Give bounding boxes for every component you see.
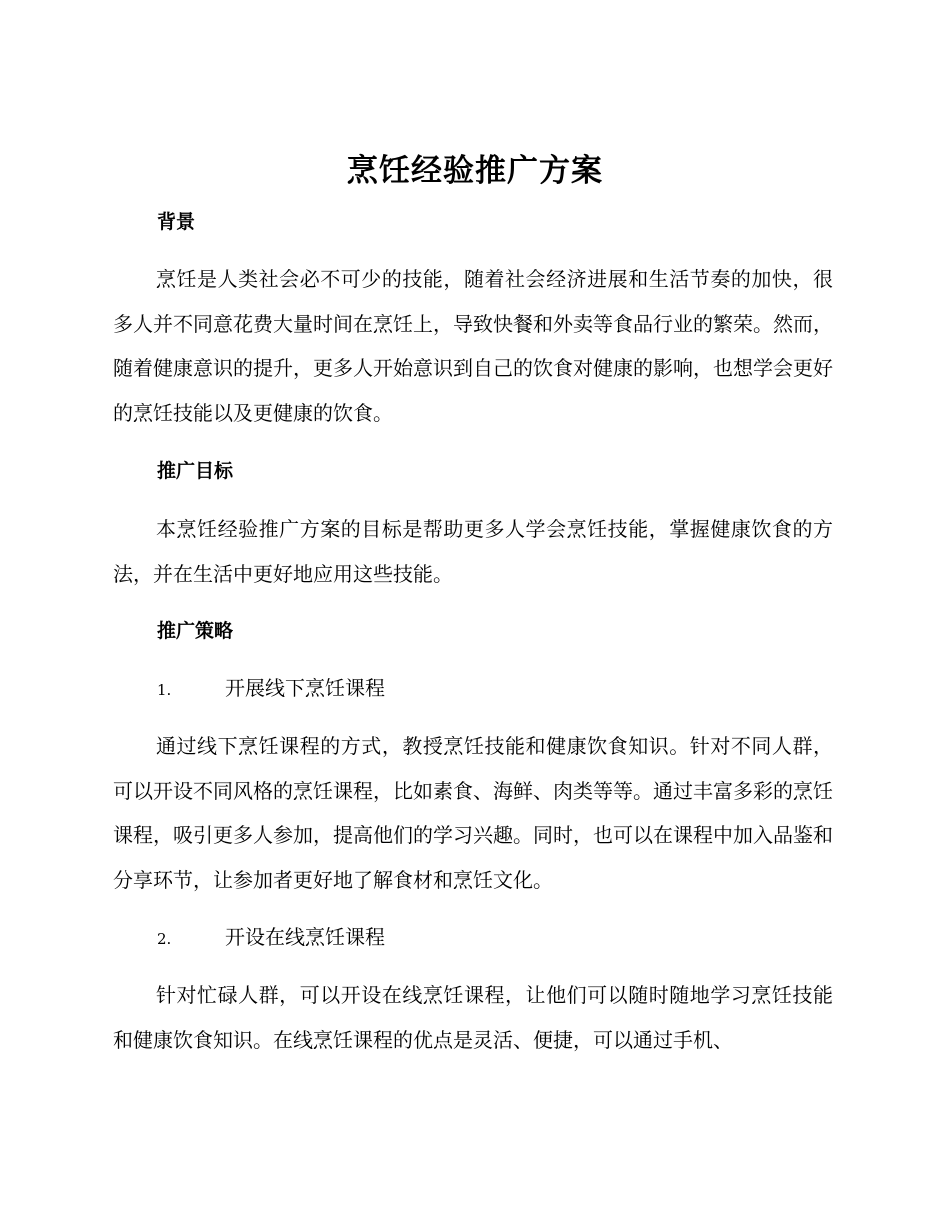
section-heading-strategy: 推广策略 (157, 620, 234, 642)
list-item-label: 开展线下烹饪课程 (225, 676, 385, 700)
online-course-paragraph: 针对忙碌人群，可以开设在线烹饪课程，让他们可以随时随地学习烹饪技能和健康饮食知识。在线烹饪课程的优点是灵活、便捷，可以通过手机、 (113, 983, 833, 1052)
list-number: 2. (157, 930, 172, 948)
list-number: 1. (157, 681, 172, 699)
offline-course-paragraph: 通过线下烹饪课程的方式，教授烹饪技能和健康饮食知识。针对不同人群，可以开设不同风格的烹饪课程，比如素食、海鲜、肉类等等。通过丰富多彩的烹饪课程，吸引更多人参加，提高他们的学习兴趣。同时，也可以在课程中加入品鉴和分享环节，让参加者更好地了解食材和烹饪文化。 (113, 734, 833, 892)
background-paragraph: 烹饪是人类社会必不可少的技能，随着社会经济进展和生活节奏的加快，很多人并不同意花费大量时间在烹饪上，导致快餐和外卖等食品行业的繁荣。然而，随着健康意识的提升，更多人开始意识到自己的饮食对健康的影响，也想学会更好的烹饪技能以及更健康的饮食。 (113, 267, 833, 425)
section-heading-goals: 推广目标 (157, 460, 234, 482)
section-heading-background: 背景 (157, 211, 196, 233)
strategy-item-online (157, 922, 385, 954)
document-title: 烹饪经验推广方案 (347, 153, 603, 189)
goals-paragraph: 本烹饪经验推广方案的目标是帮助更多人学会烹饪技能，掌握健康饮食的方法，并在生活中更好地应用这些技能。 (113, 517, 833, 586)
list-item-label: 开设在线烹饪课程 (225, 925, 385, 949)
strategy-item-offline (157, 673, 385, 705)
